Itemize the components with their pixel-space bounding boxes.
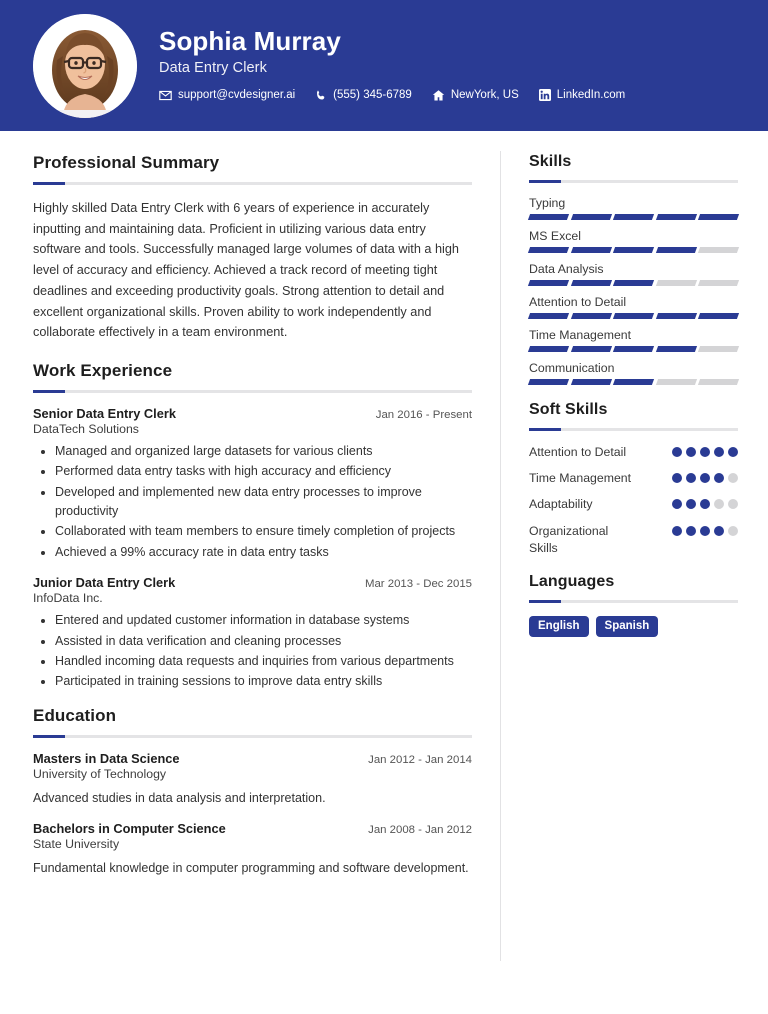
education-date: Jan 2012 - Jan 2014 <box>368 753 472 766</box>
list-item: • Collaborated with team members to ensure timely completion of projects <box>55 522 472 541</box>
language-chip: English <box>529 616 589 637</box>
list-item: • Achieved a 99% accuracy rate in data entry tasks <box>55 543 472 562</box>
list-item: • Participated in training sessions to improve data entry skills <box>55 672 472 691</box>
experience-bullets <box>33 611 472 692</box>
summary-text: Highly skilled Data Entry Clerk with 6 years of experience in accurately inputting and maintaining data. Proficient in utilizing various data entry software and tools. Successfully managed large volumes of data with a high level of accuracy and efficiency. Achieved a track record of meeting tight deadlines and exceeding productivity goals. Strong attention to detail and excellent organizational skills. Proven ability to work independently and collaborate effectively in a team environment. <box>33 201 459 340</box>
skill-bar-segment <box>571 280 612 286</box>
rating-dot <box>700 447 710 457</box>
section-title-languages: Languages <box>529 573 615 591</box>
skill-bar-segment <box>698 280 739 286</box>
portrait-photo-icon <box>33 14 137 118</box>
section-title-soft-skills: Soft Skills <box>529 401 608 418</box>
header-text-block <box>159 27 625 104</box>
soft-skill-name: Adaptability <box>529 497 593 512</box>
section-skills <box>529 153 738 385</box>
section-soft-skills <box>529 401 738 557</box>
skill-bar-segment <box>698 379 739 385</box>
education-entry-head <box>33 821 472 836</box>
skill-bar-segment <box>656 214 697 220</box>
rating-dot <box>700 526 710 536</box>
list-item: • Assisted in data verification and cleaning processes <box>55 632 472 651</box>
contact-location[interactable] <box>432 89 519 102</box>
left-column <box>0 131 500 961</box>
contact-linkedin[interactable] <box>539 89 625 101</box>
skill-row <box>529 262 738 286</box>
language-chip: Spanish <box>596 616 659 637</box>
experience-role: Senior Data Entry Clerk <box>33 405 176 421</box>
resume-body <box>0 131 768 961</box>
soft-skill-row <box>529 444 738 461</box>
section-languages <box>529 573 738 637</box>
experience-entry-head <box>33 406 472 421</box>
skill-bar-segment <box>698 214 739 220</box>
rating-dot <box>672 473 682 483</box>
rating-dot <box>686 447 696 457</box>
skill-bar-segment <box>613 280 654 286</box>
skill-name: Attention to Detail <box>529 295 627 309</box>
rating-dot <box>714 526 724 536</box>
education-school: State University <box>33 837 120 852</box>
contact-list <box>159 89 625 102</box>
skill-bar <box>529 280 738 286</box>
skill-bar-segment <box>656 247 697 253</box>
contact-email-text: support@cvdesigner.ai <box>178 89 296 102</box>
right-column <box>501 131 768 961</box>
skill-bar <box>529 313 738 319</box>
rating-dot <box>700 499 710 509</box>
skill-row <box>529 229 738 253</box>
skills-list <box>529 196 738 385</box>
skill-row <box>529 328 738 352</box>
list-item: • Entered and updated customer information in database systems <box>55 611 472 630</box>
skill-bar <box>529 346 738 352</box>
skill-row <box>529 196 738 220</box>
resume-header <box>0 0 768 131</box>
skill-row <box>529 361 738 385</box>
languages-list <box>529 616 738 637</box>
home-icon <box>432 89 445 102</box>
list-item: • Managed and organized large datasets for various clients <box>55 442 472 461</box>
experience-entry-head <box>33 575 472 590</box>
contact-phone[interactable] <box>315 89 412 102</box>
experience-date: Mar 2013 - Dec 2015 <box>364 578 472 591</box>
rating-dot <box>728 447 738 457</box>
list-item: • Performed data entry tasks with high accuracy and efficiency <box>55 462 472 481</box>
contact-phone-text: (555) 345-6789 <box>333 89 412 102</box>
soft-skill-rating <box>672 470 738 483</box>
education-entry-head <box>33 751 472 766</box>
skill-bar-segment <box>698 346 739 352</box>
skill-bar-segment <box>613 346 654 352</box>
rating-dot <box>728 526 738 536</box>
skill-bar-segment <box>656 379 697 385</box>
experience-bullets <box>33 442 472 562</box>
soft-skill-row <box>529 496 738 513</box>
rating-dot <box>672 447 682 457</box>
skill-name: Communication <box>529 361 615 375</box>
avatar <box>33 14 137 118</box>
skill-bar-segment <box>613 214 654 220</box>
phone-icon <box>315 89 327 102</box>
skill-bar-segment <box>528 214 569 220</box>
rating-dot <box>686 526 696 536</box>
skill-bar <box>529 214 738 220</box>
soft-skill-rating <box>672 496 738 509</box>
education-entry <box>33 751 472 808</box>
skill-bar-segment <box>698 313 739 319</box>
skill-row <box>529 295 738 319</box>
education-description: Advanced studies in data analysis and interpretation. <box>33 790 326 805</box>
experience-entry <box>33 575 472 692</box>
skill-bar-segment <box>613 247 654 253</box>
rating-dot <box>714 499 724 509</box>
rating-dot <box>728 499 738 509</box>
education-school: University of Technology <box>33 766 167 781</box>
section-rule <box>529 428 738 431</box>
soft-skill-name: Organizational Skills <box>529 523 609 555</box>
skill-bar-segment <box>571 346 612 352</box>
rating-dot <box>686 499 696 509</box>
skill-bar-segment <box>571 313 612 319</box>
rating-dot <box>714 447 724 457</box>
skill-bar-segment <box>613 313 654 319</box>
skill-bar-segment <box>571 379 612 385</box>
section-rule <box>33 735 472 738</box>
experience-organization: DataTech Solutions <box>33 421 139 436</box>
section-title-summary: Professional Summary <box>33 153 220 172</box>
section-work-experience <box>33 361 472 692</box>
skill-bar-segment <box>571 247 612 253</box>
education-description: Fundamental knowledge in computer programming and software development. <box>33 861 469 876</box>
section-education <box>33 706 472 879</box>
skill-name: MS Excel <box>529 229 581 243</box>
skill-name: Data Analysis <box>529 262 604 276</box>
skill-bar-segment <box>528 379 569 385</box>
rating-dot <box>686 473 696 483</box>
soft-skill-row <box>529 470 738 487</box>
education-date: Jan 2008 - Jan 2012 <box>368 824 472 837</box>
education-degree: Masters in Data Science <box>33 750 180 766</box>
rating-dot <box>672 499 682 509</box>
skill-bar-segment <box>656 346 697 352</box>
rating-dot <box>672 526 682 536</box>
skill-bar <box>529 379 738 385</box>
soft-skill-rating <box>672 523 738 536</box>
rating-dot <box>714 473 724 483</box>
experience-organization: InfoData Inc. <box>33 591 103 606</box>
experience-role: Junior Data Entry Clerk <box>33 575 176 591</box>
skill-bar-segment <box>571 214 612 220</box>
candidate-name: Sophia Murray <box>159 26 341 57</box>
section-rule <box>529 180 738 183</box>
contact-linkedin-text: LinkedIn.com <box>556 89 626 102</box>
skill-bar <box>529 247 738 253</box>
rating-dot <box>728 473 738 483</box>
rating-dot <box>700 473 710 483</box>
skill-name: Time Management <box>529 328 632 342</box>
list-item: • Developed and implemented new data entry processes to improve productivity <box>55 483 472 522</box>
soft-skill-name: Attention to Detail <box>529 445 627 459</box>
soft-skills-list <box>529 444 738 557</box>
section-title-experience: Work Experience <box>33 360 173 380</box>
soft-skill-rating <box>672 444 738 457</box>
list-item: • Handled incoming data requests and inquiries from various departments <box>55 652 472 671</box>
skill-bar-segment <box>613 379 654 385</box>
skill-bar-segment <box>656 313 697 319</box>
skill-bar-segment <box>528 280 569 286</box>
skill-bar-segment <box>528 346 569 352</box>
soft-skill-row <box>529 523 738 557</box>
contact-location-text: NewYork, US <box>450 89 519 102</box>
education-degree: Bachelors in Computer Science <box>33 821 226 837</box>
soft-skill-name: Time Management <box>529 471 632 486</box>
contact-email[interactable] <box>159 89 295 102</box>
section-title-skills: Skills <box>529 153 572 170</box>
section-rule <box>33 390 472 393</box>
linkedin-icon <box>539 89 551 101</box>
section-professional-summary <box>33 153 472 343</box>
skill-bar-segment <box>528 247 569 253</box>
experience-date: Jan 2016 - Present <box>375 408 472 421</box>
envelope-icon <box>159 89 172 102</box>
skill-bar-segment <box>528 313 569 319</box>
education-entry <box>33 821 472 878</box>
section-title-education: Education <box>33 705 117 725</box>
section-rule <box>33 182 472 185</box>
skill-bar-segment <box>656 280 697 286</box>
section-rule <box>529 600 738 603</box>
experience-entry <box>33 406 472 562</box>
skill-name: Typing <box>529 196 566 210</box>
skill-bar-segment <box>698 247 739 253</box>
candidate-job-title: Data Entry Clerk <box>159 59 267 76</box>
